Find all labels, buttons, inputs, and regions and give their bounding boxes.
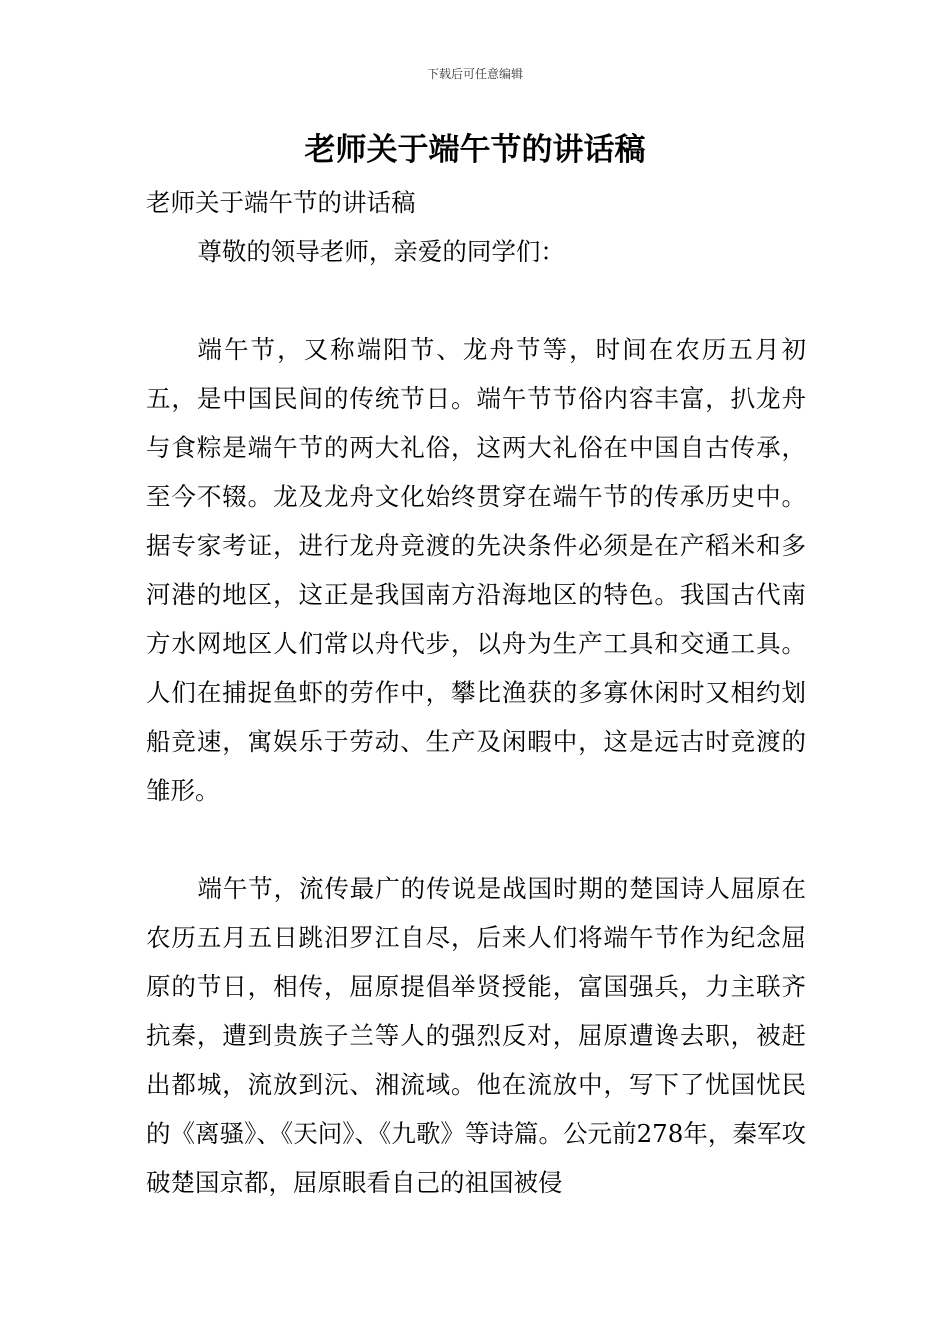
paragraph-gap xyxy=(146,276,806,325)
paragraph: 端午节，流传最广的传说是战国时期的楚国诗人屈原在农历五月五日跳汨罗江自尽，后来人们将端午节作为纪念屈原的节日，相传，屈原提倡举贤授能，富国强兵，力主联齐抗秦，遭到贵族子兰等人的强烈反对，屈原遭谗去职，被赶出都城，流放到沅、湘流域。他在流放中，写下了忧国忧民的《离骚》、《天问》、《九歌》等诗篇。公元前278年，秦军攻破楚国京都，屈原眼看自己的祖国被侵 xyxy=(146,874,806,1197)
header-note: 下载后可任意编辑 xyxy=(426,67,523,81)
document-title: 老师关于端午节的讲话稿 xyxy=(304,132,646,168)
greeting: 尊敬的领导老师，亲爱的同学们： xyxy=(197,237,565,266)
paragraph-gap xyxy=(146,815,806,864)
paragraph: 端午节，又称端阳节、龙舟节等，时间在农历五月初五，是中国民间的传统节日。端午节节俗内容丰富，扒龙舟与食粽是端午节的两大礼俗，这两大礼俗在中国自古传承，至今不辍。龙及龙舟文化始终贯穿在端午节的传承历史中。据专家考证，进行龙舟竞渡的先决条件必须是在产稻米和多河港的地区，这正是我国南方沿海地区的特色。我国古代南方水网地区人们常以舟代步，以舟为生产工具和交通工具。人们在捕捉鱼虾的劳作中，攀比渔获的多寡休闲时又相约划船竞速，寓娱乐于劳动、生产及闲暇中，这是远古时竞渡的雏形。 xyxy=(146,335,806,805)
document-subtitle: 老师关于端午节的讲话稿 xyxy=(146,188,416,217)
document-body xyxy=(146,178,806,1207)
